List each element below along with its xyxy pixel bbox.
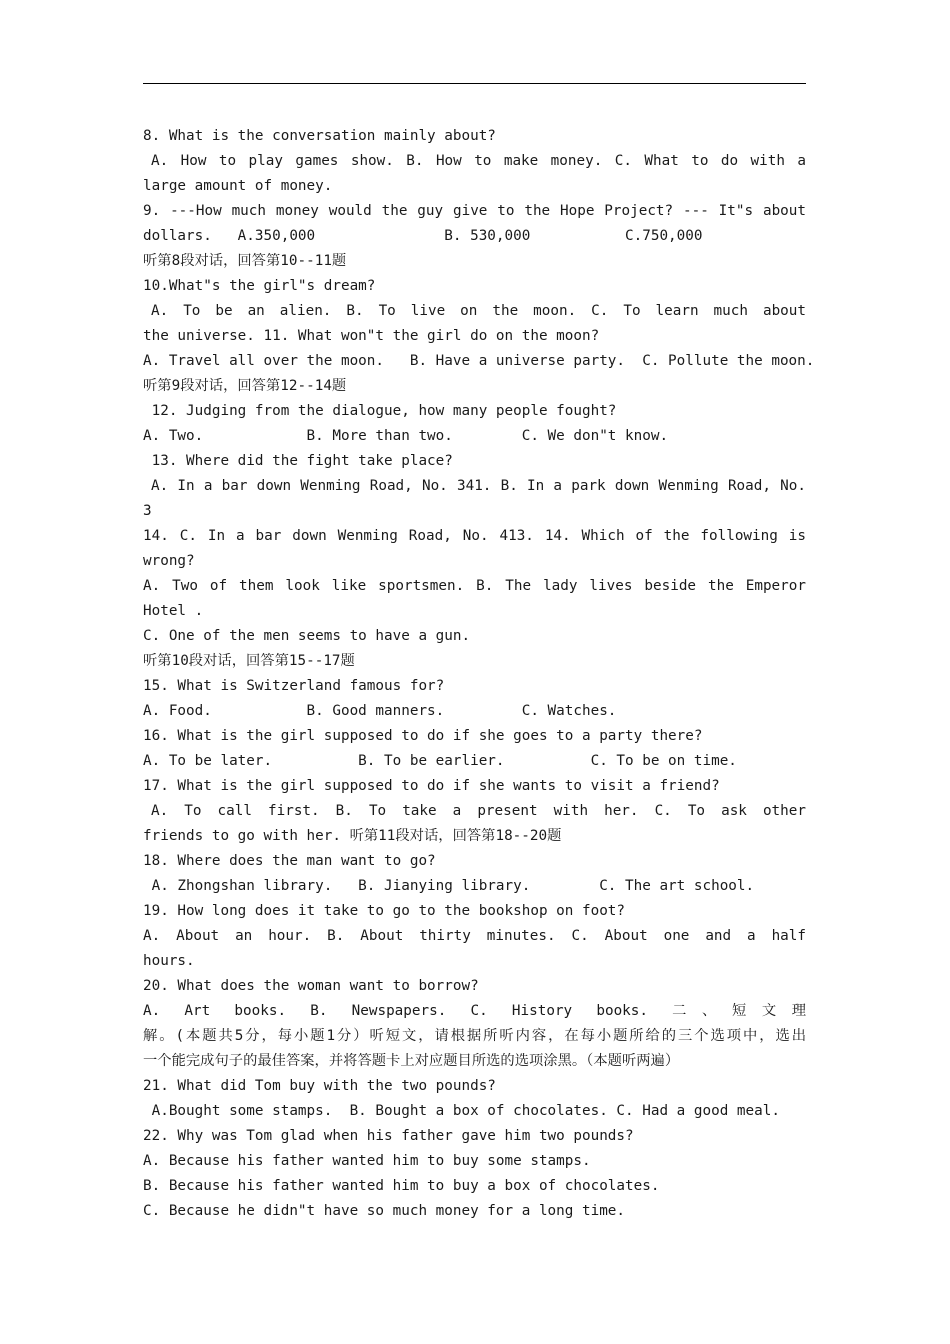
question-20: 20. What does the woman want to borrow? <box>143 978 479 994</box>
question-9: 9. ---How much money would the guy give to the Hope Project? --- It"s about <box>143 203 806 219</box>
question-8-options: A. How to play games show. B. How to make money. C. What to do with a <box>151 153 806 169</box>
question-22-option-a: A. Because his father wanted him to buy some stamps. <box>143 1153 591 1169</box>
question-17-options-cont: friends to go with her. 听第11段对话，回答第18--20题 <box>143 828 562 844</box>
question-14-option-c: C. One of the men seems to have a gun. <box>143 628 471 644</box>
question-16-options: A. To be later. B. To be earlier. C. To be on time. <box>143 753 737 769</box>
question-8: 8. What is the conversation mainly about? <box>143 128 496 144</box>
question-21: 21. What did Tom buy with the two pounds? <box>143 1078 496 1094</box>
question-19: 19. How long does it take to go to the bookshop on foot? <box>143 903 626 919</box>
question-15-options: A. Food. B. Good manners. C. Watches. <box>143 703 617 719</box>
question-13-options-cont: 3 <box>143 503 152 519</box>
question-10: 10.What"s the girl"s dream? <box>143 278 376 294</box>
question-8-options-cont: large amount of money. <box>143 178 333 194</box>
question-19-options-cont: hours. <box>143 953 195 969</box>
question-11: the universe. 11. What won"t the girl do on the moon? <box>143 328 600 344</box>
question-13: 13. Where did the fight take place? <box>143 453 453 469</box>
section-instructions-cont: 一个能完成句子的最佳答案，并将答题卡上对应题目所选的选项涂黑。（本题听两遍） <box>143 1053 680 1069</box>
question-14-options: A. Two of them look like sportsmen. B. The lady lives beside the Emperor <box>143 578 806 594</box>
question-22-option-b: B. Because his father wanted him to buy a box of chocolates. <box>143 1178 660 1194</box>
question-15: 15. What is Switzerland famous for? <box>143 678 445 694</box>
question-11-options: A. Travel all over the moon. B. Have a universe party. C. Pollute the moon. <box>143 353 815 369</box>
question-14-cont: wrong? <box>143 553 195 569</box>
question-14: 14. C. In a bar down Wenming Road, No. 413. 14. Which of the following is <box>143 528 806 544</box>
section-heading-10: 听第10段对话，回答第15--17题 <box>143 653 355 669</box>
section-heading-8: 听第8段对话，回答第10--11题 <box>143 253 347 269</box>
question-18-options: A. Zhongshan library. B. Jianying library. C. The art school. <box>143 878 755 894</box>
question-16: 16. What is the girl supposed to do if she goes to a party there? <box>143 728 703 744</box>
question-13-options: A. In a bar down Wenming Road, No. 341. B. In a park down Wenming Road, No. <box>151 478 806 494</box>
question-17-options: A. To call first. B. To take a present with her. C. To ask other <box>151 803 806 819</box>
question-22: 22. Why was Tom glad when his father gave him two pounds? <box>143 1128 634 1144</box>
question-12-options: A. Two. B. More than two. C. We don"t know. <box>143 428 669 444</box>
question-20-options: A. Art books. B. Newspapers. C. History books. 二、短文理 <box>143 1003 806 1019</box>
question-12: 12. Judging from the dialogue, how many people fought? <box>143 403 617 419</box>
question-10-options: A. To be an alien. B. To live on the moon. C. To learn much about <box>151 303 806 319</box>
header-rule <box>143 83 806 84</box>
question-19-options: A. About an hour. B. About thirty minutes. C. About one and a half <box>143 928 806 944</box>
question-17: 17. What is the girl supposed to do if she wants to visit a friend? <box>143 778 720 794</box>
question-9-options: dollars. A.350,000 B. 530,000 C.750,000 <box>143 228 703 244</box>
question-text-block <box>143 124 815 1224</box>
question-14-options-cont: Hotel . <box>143 603 204 619</box>
question-22-option-c: C. Because he didn"t have so much money for a long time. <box>143 1203 626 1219</box>
section-heading-9: 听第9段对话，回答第12--14题 <box>143 378 347 394</box>
question-18: 18. Where does the man want to go? <box>143 853 436 869</box>
question-21-options: A.Bought some stamps. B. Bought a box of chocolates. C. Had a good meal. <box>143 1103 780 1119</box>
section-instructions: 解。(本题共5分，每小题1分）听短文，请根据所听内容，在每小题所给的三个选项中，选出 <box>143 1028 806 1044</box>
